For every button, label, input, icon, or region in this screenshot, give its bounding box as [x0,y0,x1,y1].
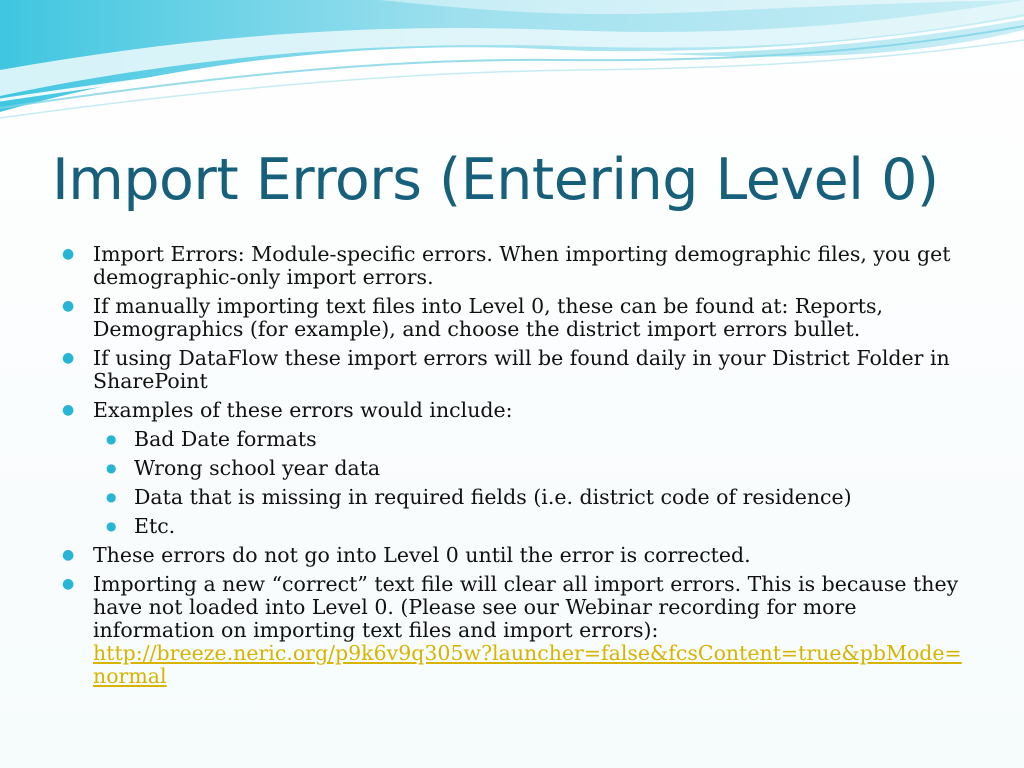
list-item-text: If manually importing text files into Level 0, these can be found at: Reports, Demographics (for example), and choose the district import errors bullet. [93,294,884,341]
list-item-text: Importing a new “correct” text file will clear all import errors. This is because they have not loaded into Level 0. (Please see our Webinar recording for more information on importing text files and import errors): [93,572,959,642]
circle-bullet-icon: ● [106,461,117,475]
list-item [62,399,962,422]
sub-list-item [62,515,962,538]
sub-list-item-text: Wrong school year data [134,456,381,480]
circle-bullet-icon: ● [62,298,75,314]
circle-bullet-icon: ● [62,576,75,592]
sub-list-item [62,457,962,480]
sub-list-item [62,428,962,451]
circle-bullet-icon: ● [62,547,75,563]
circle-bullet-icon: ● [106,432,117,446]
bullet-list [62,243,962,688]
slide-title: Import Errors (Entering Level 0) [52,147,939,213]
list-item-text: If using DataFlow these import errors will be found daily in your District Folder in SharePoint [93,346,950,393]
list-item-text: Examples of these errors would include: [93,398,513,422]
sub-list-item [62,486,962,509]
slide-content [62,243,962,694]
list-item-text: Import Errors: Module-specific errors. When importing demographic files, you get demographic-only import errors. [93,242,951,289]
list-item-text: These errors do not go into Level 0 until the error is corrected. [93,543,751,567]
list-item [62,243,962,289]
list-item [62,573,962,688]
circle-bullet-icon: ● [62,246,75,262]
list-item [62,347,962,393]
list-item [62,544,962,567]
webinar-link[interactable]: http://breeze.neric.org/p9k6v9q305w?launcher=false&fcsContent=true&pbMode=normal [93,641,962,688]
sub-list-item-text: Data that is missing in required fields (i.e. district code of residence) [134,485,852,509]
list-item [62,295,962,341]
header-wave-decoration [0,0,1024,130]
circle-bullet-icon: ● [62,350,75,366]
sub-list-item-text: Bad Date formats [134,427,317,451]
sub-list-item-text: Etc. [134,514,176,538]
circle-bullet-icon: ● [62,402,75,418]
circle-bullet-icon: ● [106,519,117,533]
circle-bullet-icon: ● [106,490,117,504]
